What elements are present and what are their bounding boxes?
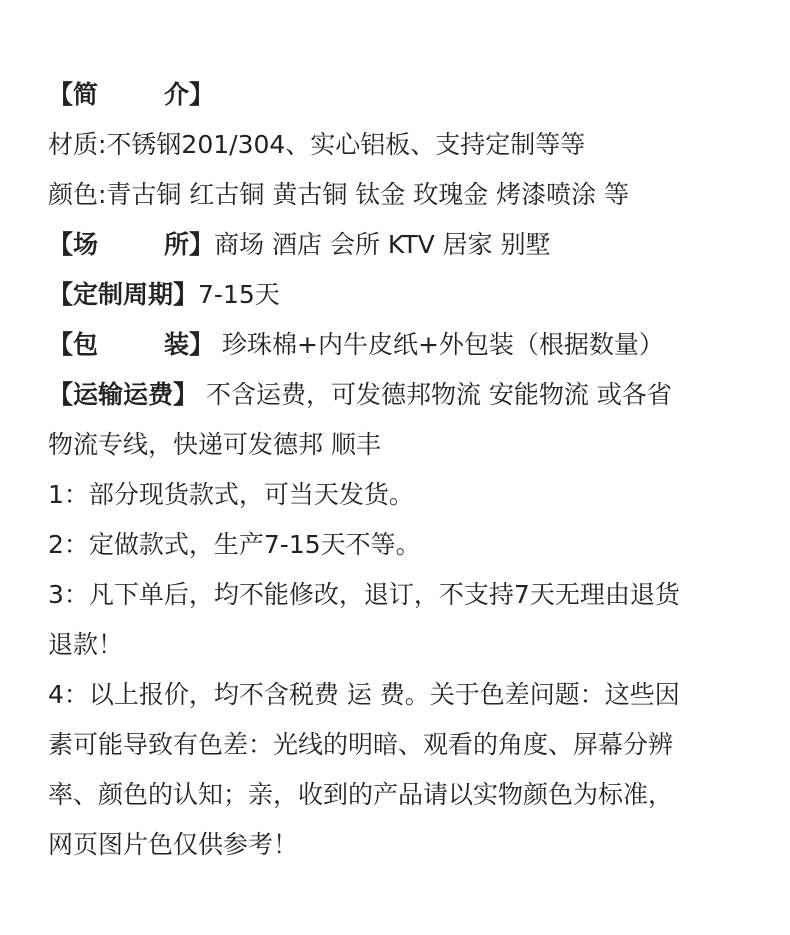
- material-line: 材质:不锈钢201/304、实心铝板、支持定制等等: [48, 130, 586, 159]
- venue-close-bracket: 】: [189, 230, 215, 259]
- intro-char-2: 介: [164, 80, 190, 109]
- note-3-line-1: 3：凡下单后，均不能修改，退订，不支持7天无理由退货: [48, 580, 680, 609]
- venue-value: 商场 酒店 会所 KTV 居家 别墅: [214, 230, 551, 259]
- note-4-line-1: 4：以上报价，均不含税费 运 费。关于色差问题：这些因: [48, 680, 680, 709]
- intro-char-1: 简: [73, 80, 99, 109]
- note-3-line-2: 退款！: [48, 630, 124, 659]
- note-4-line-3: 率、颜色的认知；亲，收到的产品请以实物颜色为标准，: [48, 780, 674, 809]
- intro-heading: [48, 79, 214, 111]
- cycle-value: 7-15天: [198, 280, 280, 309]
- venue-line: [48, 229, 551, 261]
- shipping-line-2: 物流专线，快递可发德邦 顺丰: [48, 430, 381, 459]
- note-1: 1：部分现货款式，可当天发货。: [48, 480, 414, 509]
- intro-open-bracket: 【: [48, 80, 74, 109]
- venue-open-bracket: 【: [48, 230, 74, 259]
- packaging-open-bracket: 【: [48, 330, 74, 359]
- venue-char-2: 所: [164, 230, 190, 259]
- intro-close-bracket: 】: [189, 80, 215, 109]
- cycle-line: [48, 279, 280, 311]
- packaging-char-2: 装: [164, 330, 190, 359]
- note-2: 2：定做款式，生产7-15天不等。: [48, 530, 421, 559]
- shipping-label: 【运输运费】: [48, 380, 199, 409]
- packaging-char-1: 包: [73, 330, 99, 359]
- venue-char-1: 场: [73, 230, 99, 259]
- packaging-value: 珍珠棉+内牛皮纸+外包装（根据数量）: [214, 330, 664, 359]
- shipping-line-1: [48, 379, 672, 411]
- packaging-close-bracket: 】: [189, 330, 215, 359]
- note-4-line-2: 素可能导致有色差：光线的明暗、观看的角度、屏幕分辨: [48, 730, 674, 759]
- note-4-line-4: 网页图片色仅供参考！: [48, 830, 299, 859]
- colors-line: 颜色:青古铜 红古铜 黄古铜 钛金 玫瑰金 烤漆喷涂 等: [48, 180, 630, 209]
- packaging-line: [48, 329, 664, 361]
- shipping-text-1: 不含运费，可发德邦物流 安能物流 或各省: [198, 380, 672, 409]
- cycle-label: 【定制周期】: [48, 280, 199, 309]
